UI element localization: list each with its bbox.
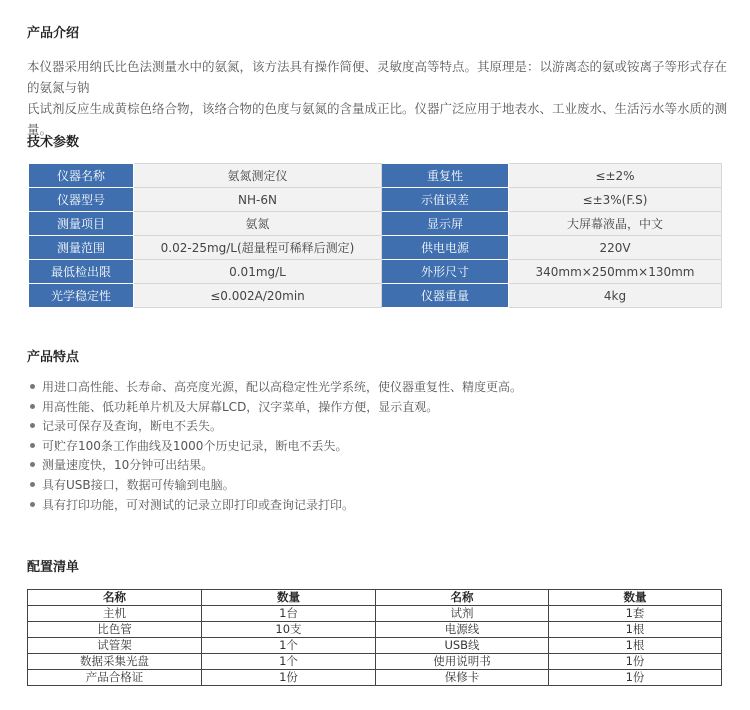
config-cell: 1个: [202, 654, 376, 670]
feature-text: 记录可保存及查询，断电不丢失。: [42, 419, 223, 434]
config-row: [28, 606, 722, 622]
config-cell: 1份: [549, 654, 722, 670]
config-cell: 10支: [202, 622, 376, 638]
spec-label: 仪器重量: [382, 284, 509, 308]
bullet-icon: [30, 384, 35, 389]
config-cell: 1套: [549, 606, 722, 622]
spec-label: 仪器名称: [29, 164, 134, 188]
feature-text: 测量速度快，10分钟可出结果。: [42, 458, 214, 473]
config-cell: USB线: [376, 638, 549, 654]
feature-text: 用进口高性能、长寿命、高亮度光源，配以高稳定性光学系统，使仪器重复性、精度更高。: [42, 380, 523, 394]
config-header-cell: 名称: [28, 590, 202, 606]
features-heading: 产品特点: [27, 350, 80, 365]
spec-label: 外形尺寸: [382, 260, 509, 284]
spec-value: 氨氮测定仪: [134, 164, 382, 188]
intro-paragraph: [27, 56, 727, 140]
feature-item: [27, 456, 522, 476]
config-header-cell: 数量: [202, 590, 376, 606]
feature-item: [27, 417, 522, 437]
spec-label: 示值误差: [382, 188, 509, 212]
spec-row: [29, 260, 722, 284]
spec-value: ≤±2%: [509, 164, 722, 188]
config-row: [28, 638, 722, 654]
specs-table: [28, 163, 722, 308]
spec-value: 220V: [509, 236, 722, 260]
spec-value: 大屏幕液晶，中文: [509, 212, 722, 236]
config-cell: 数据采集光盘: [28, 654, 202, 670]
config-cell: 试管架: [28, 638, 202, 654]
spec-row: [29, 236, 722, 260]
spec-label: 测量范围: [29, 236, 134, 260]
config-header-cell: 数量: [549, 590, 722, 606]
bullet-icon: [30, 443, 35, 448]
feature-item: [27, 378, 522, 398]
feature-item: [27, 476, 522, 496]
feature-text: 可贮存100条工作曲线及1000个历史记录，断电不丢失。: [42, 438, 348, 453]
config-row: [28, 670, 722, 686]
config-cell: 保修卡: [376, 670, 549, 686]
spec-value: NH-6N: [134, 188, 382, 212]
feature-item: [27, 398, 522, 418]
config-cell: 1份: [549, 670, 722, 686]
config-cell: 使用说明书: [376, 654, 549, 670]
config-table: [27, 589, 722, 686]
spec-label: 仪器型号: [29, 188, 134, 212]
feature-item: [27, 496, 522, 516]
config-cell: 1根: [549, 638, 722, 654]
feature-item: [27, 437, 522, 457]
spec-value: 氨氮: [134, 212, 382, 236]
spec-value: 0.02-25mg/L(超量程可稀释后测定): [134, 236, 382, 260]
spec-value: ≤0.002A/20min: [134, 284, 382, 308]
bullet-icon: [30, 502, 35, 507]
features-list: [27, 378, 522, 515]
feature-text: 具有USB接口，数据可传输到电脑。: [42, 477, 235, 492]
intro-line-1: 本仪器采用纳氏比色法测量水中的氨氮，该方法具有操作简便、灵敏度高等特点。其原理是：以游离态的氨或铵离子等形式存在的氨氮与钠: [27, 59, 728, 95]
spec-label: 最低检出限: [29, 260, 134, 284]
intro-heading: 产品介绍: [27, 26, 80, 41]
spec-label: 测量项目: [29, 212, 134, 236]
spec-row: [29, 212, 722, 236]
config-cell: 试剂: [376, 606, 549, 622]
config-cell: 比色管: [28, 622, 202, 638]
bullet-icon: [30, 404, 35, 409]
config-cell: 1份: [202, 670, 376, 686]
specs-heading: 技术参数: [27, 135, 80, 150]
spec-value: 340mm×250mm×130mm: [509, 260, 722, 284]
spec-label: 光学稳定性: [29, 284, 134, 308]
spec-value: 4kg: [509, 284, 722, 308]
spec-label: 重复性: [382, 164, 509, 188]
spec-label: 供电电源: [382, 236, 509, 260]
bullet-icon: [30, 423, 35, 428]
config-row: [28, 654, 722, 670]
spec-value: 0.01mg/L: [134, 260, 382, 284]
spec-row: [29, 284, 722, 308]
config-heading: 配置清单: [27, 560, 80, 575]
feature-text: 具有打印功能，可对测试的记录立即打印或查询记录打印。: [42, 497, 355, 512]
config-cell: 电源线: [376, 622, 549, 638]
bullet-icon: [30, 462, 35, 467]
spec-value: ≤±3%(F.S): [509, 188, 722, 212]
config-cell: 1根: [549, 622, 722, 638]
config-cell: 1台: [202, 606, 376, 622]
config-cell: 1个: [202, 638, 376, 654]
config-row: [28, 622, 722, 638]
feature-text: 用高性能、低功耗单片机及大屏幕LCD，汉字菜单，操作方便，显示直观。: [42, 399, 439, 414]
spec-row: [29, 188, 722, 212]
config-cell: 主机: [28, 606, 202, 622]
intro-line-2: 氏试剂反应生成黄棕色络合物，该络合物的色度与氨氮的含量成正比。仪器广泛应用于地表水、工业废水、生活污水等水质的测量。: [27, 101, 728, 137]
config-cell: 产品合格证: [28, 670, 202, 686]
spec-label: 显示屏: [382, 212, 509, 236]
bullet-icon: [30, 482, 35, 487]
config-header-cell: 名称: [376, 590, 549, 606]
spec-row: [29, 164, 722, 188]
